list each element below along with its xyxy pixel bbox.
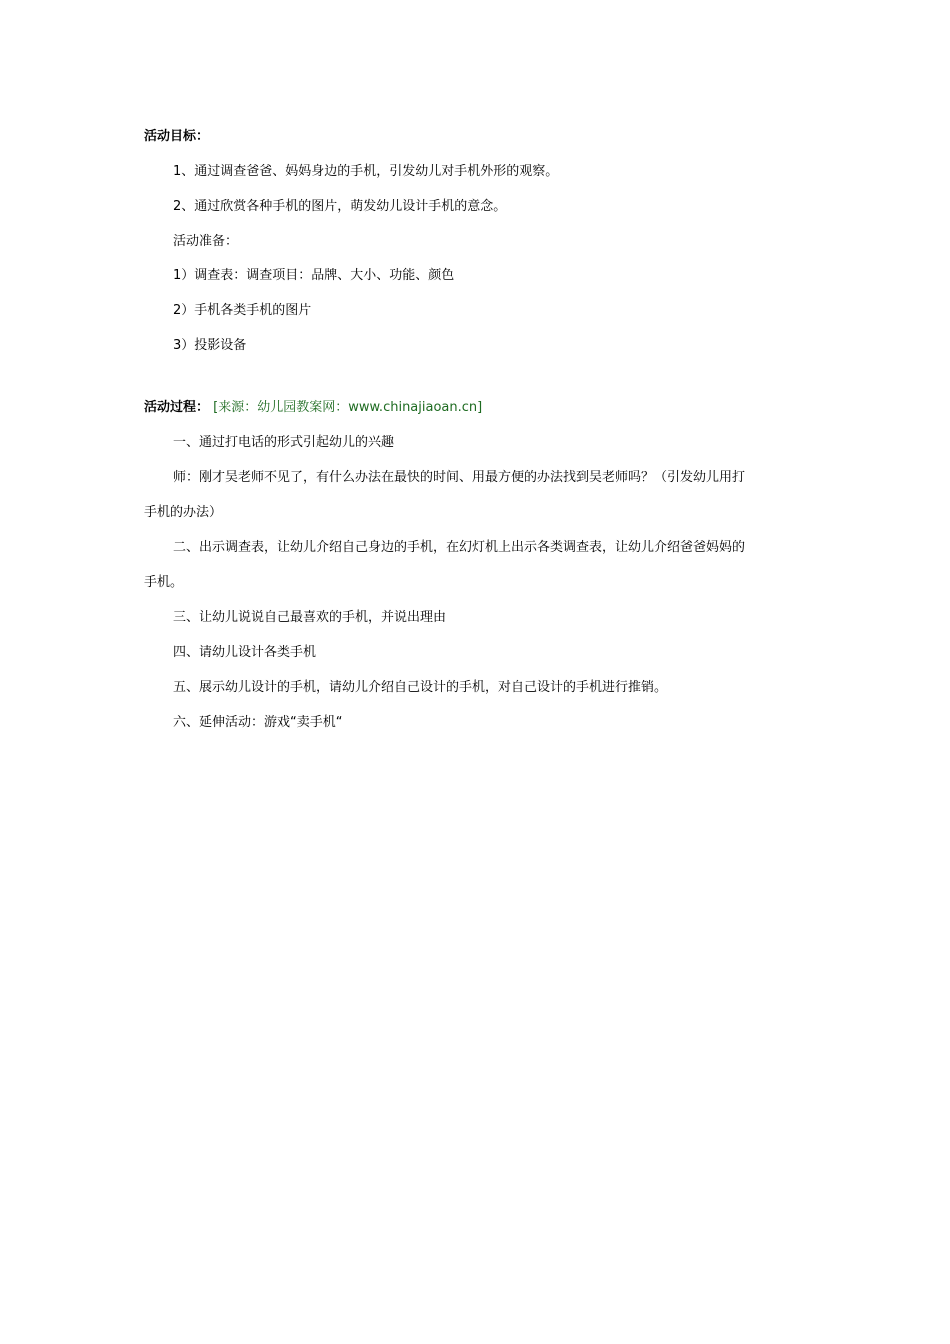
process-heading: 活动过程： <box>144 400 210 415</box>
step-3: 三、让幼儿说说自己最喜欢的手机，并说出理由 <box>173 610 447 625</box>
prep-item-3: 3）投影设备 <box>173 338 247 353</box>
goal-item-1: 1、通过调查爸爸、妈妈身边的手机，引发幼儿对手机外形的观察。 <box>173 164 559 179</box>
prep-item-2: 2）手机各类手机的图片 <box>173 303 312 318</box>
step-5: 五、展示幼儿设计的手机，请幼儿介绍自己设计的手机，对自己设计的手机进行推销。 <box>173 680 668 695</box>
prep-heading: 活动准备： <box>173 234 239 249</box>
goal-item-2: 2、通过欣赏各种手机的图片，萌发幼儿设计手机的意念。 <box>173 199 507 214</box>
step-6: 六、延伸活动：游戏“卖手机“ <box>173 715 343 730</box>
source-note: [来源：幼儿园教案网：www.chinajiaoan.cn] <box>213 400 483 415</box>
process-heading-line <box>144 398 482 418</box>
step-2-line-1: 二、出示调查表，让幼儿介绍自己身边的手机，在幻灯机上出示各类调查表，让幼儿介绍爸爸妈妈的 <box>173 540 746 555</box>
step-teacher-line-1: 师：刚才吴老师不见了，有什么办法在最快的时间、用最方便的办法找到吴老师吗？（引发幼儿用打 <box>173 470 746 485</box>
step-1: 一、通过打电话的形式引起幼儿的兴趣 <box>173 435 395 450</box>
prep-item-1: 1）调查表：调查项目：品牌、大小、功能、颜色 <box>173 268 455 283</box>
step-teacher-line-2: 手机的办法） <box>144 505 223 520</box>
step-2-line-2: 手机。 <box>144 575 184 590</box>
step-4: 四、请幼儿设计各类手机 <box>173 645 317 660</box>
goals-heading: 活动目标： <box>144 129 210 144</box>
